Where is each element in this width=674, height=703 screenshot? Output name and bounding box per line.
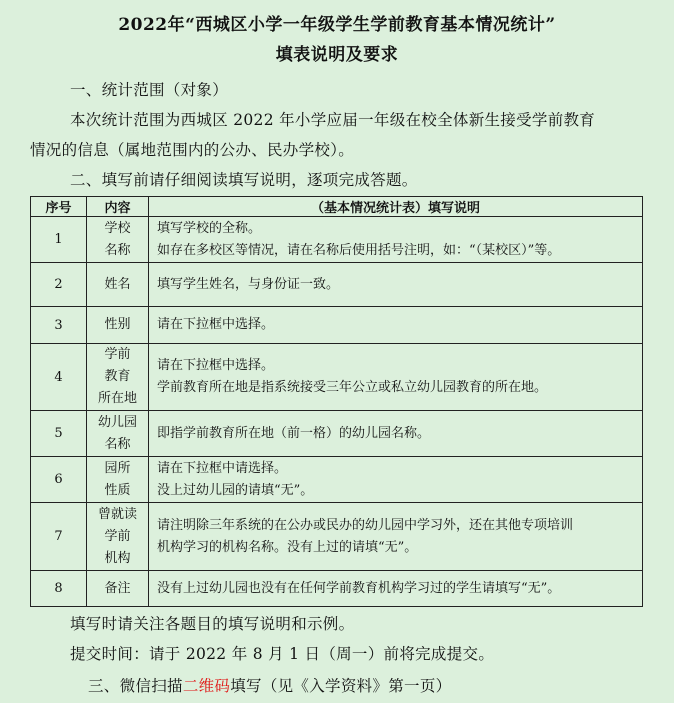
- row-number: 7: [31, 503, 87, 571]
- instruction-table: [30, 196, 643, 607]
- section1-heading: 一、统计范围（对象）: [70, 81, 229, 99]
- instruction-line: 学前教育所在地是指系统接受三年公立或私立幼儿园教育的所在地。: [157, 380, 548, 395]
- row-field-name: [87, 263, 149, 307]
- instruction-line: 机构学习的机构名称。没有上过的请填“无”。: [157, 539, 418, 555]
- section3-line: [88, 674, 451, 696]
- instruction-line: 请在下拉框中请选择。: [157, 460, 288, 476]
- table-row: [31, 307, 643, 344]
- row-number: 8: [31, 571, 87, 607]
- field-name-line: 机构: [104, 550, 131, 566]
- instruction-line: 请在下拉框中选择。: [157, 358, 275, 373]
- field-name-line: 学前: [104, 528, 131, 544]
- section3-suffix: 填写（见《入学资料》第一页）: [230, 677, 452, 695]
- row-number: 6: [31, 457, 87, 503]
- row-field-name: [87, 411, 149, 457]
- row-instruction: [149, 457, 643, 503]
- section1-line2: 情况的信息（属地范围内的公办、民办学校）。: [30, 141, 355, 159]
- table-row: [31, 411, 643, 457]
- table-row: [31, 457, 643, 503]
- field-name-line: 姓名: [104, 276, 131, 292]
- section1-line1: 本次统计范围为西城区 2022 年小学应届一年级在校全体新生接受学前教育: [70, 111, 596, 129]
- row-field-name: [87, 457, 149, 503]
- section3-prefix: 三、微信扫描: [88, 677, 183, 695]
- row-instruction: [149, 344, 643, 411]
- row-instruction: [149, 217, 643, 263]
- row-number: 1: [31, 217, 87, 263]
- instruction-line: 如存在多校区等情况，请在名称后使用括号注明，如：“（某校区）”等。: [157, 242, 561, 258]
- row-instruction: [149, 411, 643, 457]
- row-field-name: [87, 307, 149, 344]
- row-field-name: [87, 503, 149, 571]
- field-name-line: 名称: [104, 436, 131, 452]
- field-name-line: 所在地: [97, 391, 137, 406]
- row-instruction: [149, 263, 643, 307]
- instruction-line: 请在下拉框中选择。: [157, 317, 275, 332]
- table-row: [31, 344, 643, 411]
- row-instruction: [149, 571, 643, 607]
- row-number: 2: [31, 263, 87, 307]
- instruction-line: 即指学前教育所在地（前一格）的幼儿园名称。: [157, 425, 431, 441]
- field-name-line: 性质: [104, 482, 131, 498]
- section2-heading: 二、填写前请仔细阅读填写说明，逐项完成答题。: [70, 171, 418, 189]
- instruction-line: 填写学生姓名，与身份证一致。: [157, 276, 340, 292]
- table-row: [31, 217, 643, 263]
- table-row: [31, 263, 643, 307]
- field-name-line: 学校: [104, 220, 131, 236]
- row-field-name: [87, 344, 149, 411]
- row-number: 5: [31, 411, 87, 457]
- qr-code-highlight: 二维码: [182, 677, 231, 695]
- field-name-line: 学前: [104, 347, 131, 362]
- instruction-line: 请注明除三年系统的在公办或民办的幼儿园中学习外，还在其他专项培训: [157, 517, 574, 533]
- row-field-name: [87, 217, 149, 263]
- column-header-content: 内容: [87, 197, 149, 217]
- row-instruction: [149, 503, 643, 571]
- table-header-row: [31, 197, 643, 217]
- notes-line1: 填写时请关注各题目的填写说明和示例。: [70, 615, 355, 633]
- page-subtitle: 填表说明及要求: [275, 45, 399, 65]
- notes-line2: 提交时间：请于 2022 年 8 月 1 日（周一）前将完成提交。: [70, 645, 495, 663]
- field-name-line: 性别: [104, 317, 131, 332]
- row-number: 3: [31, 307, 87, 344]
- field-name-line: 备注: [104, 580, 131, 596]
- row-instruction: [149, 307, 643, 344]
- instruction-line: 填写学校的全称。: [157, 220, 262, 236]
- field-name-line: 幼儿园: [97, 414, 137, 430]
- instruction-line: 没有上过幼儿园也没有在任何学前教育机构学习过的学生请填写“无”。: [157, 580, 561, 596]
- row-number: 4: [31, 344, 87, 411]
- column-header-number: 序号: [31, 197, 87, 217]
- row-field-name: [87, 571, 149, 607]
- instruction-line: 没上过幼儿园的请填“无”。: [157, 482, 314, 498]
- field-name-line: 曾就读: [97, 506, 137, 522]
- table-row: [31, 503, 643, 571]
- field-name-line: 教育: [104, 369, 131, 384]
- page-title: 2022年“西城区小学一年级学生学前教育基本情况统计”: [118, 15, 556, 35]
- table-row: [31, 571, 643, 607]
- column-header-instructions: （基本情况统计表）填写说明: [149, 197, 643, 217]
- field-name-line: 名称: [104, 242, 131, 258]
- field-name-line: 园所: [104, 460, 131, 476]
